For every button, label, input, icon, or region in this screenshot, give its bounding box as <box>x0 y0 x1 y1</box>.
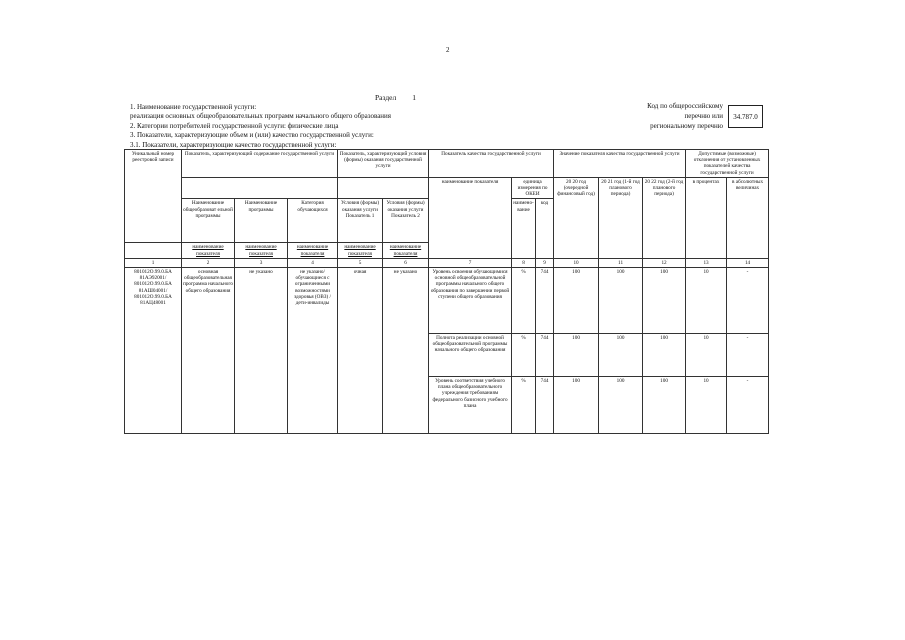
indicator-code: 744 <box>536 334 554 377</box>
record-program-name: не указано <box>235 268 288 434</box>
table-row <box>125 268 769 334</box>
indicator-year-2: 100 <box>599 334 643 377</box>
column-number-row <box>125 258 769 267</box>
header-absolute: в абсолютных величинах <box>727 177 769 258</box>
indicator-unit: % <box>512 334 536 377</box>
code-label-line-1: Код по общероссийскому <box>647 102 723 110</box>
indicator-year-3: 100 <box>643 268 686 334</box>
header-content: Показатель, характеризующий содержание государственной услуги <box>182 150 338 178</box>
col-number: 12 <box>643 258 686 267</box>
section-number: 1 <box>412 93 416 102</box>
indicator-year-1: 100 <box>554 268 599 334</box>
col-number: 4 <box>288 258 338 267</box>
col-number: 2 <box>182 258 235 267</box>
indicator-year-3: 100 <box>643 334 686 377</box>
indicator-percent: 10 <box>686 268 727 334</box>
header-sub-name-1: наименование показателя <box>182 243 235 258</box>
col-number: 6 <box>383 258 429 267</box>
indicator-unit: % <box>512 377 536 434</box>
code-label-line-2: перечню или <box>684 112 723 120</box>
col-number: 1 <box>125 258 182 267</box>
header-unit-name: наимено-вание <box>512 199 536 258</box>
header-indicator-name: наименование показателя <box>429 177 512 258</box>
indicator-code: 744 <box>536 268 554 334</box>
record-form-2: не указано <box>383 268 429 434</box>
indicator-name: Полнота реализации основной общеобразовательной программы начального общего образования <box>429 334 512 377</box>
indicator-absolute: - <box>727 334 769 377</box>
record-form-1: очная <box>338 268 383 434</box>
header-sub-name-4: наименование показателя <box>338 243 383 258</box>
record-category: не указано/ обучающиеся с ограниченными возможностями здоровья (ОВЗ) / дети-инвалиды <box>288 268 338 434</box>
header-year-1: 20 20 год (очередной финансовый год) <box>554 177 599 258</box>
header-unique-number: Уникальный номер реестровой записи <box>125 150 182 243</box>
consumer-categories: 2. Категории потребителей государственной услуги: физические лица <box>130 122 339 130</box>
header-empty-unique <box>125 243 182 258</box>
header-unit: единица измерения по ОКЕИ <box>512 177 554 199</box>
header-sub-condition-2: Условия (формы) оказания услуги Показатель 2 <box>383 199 429 243</box>
indicators-heading: 3. Показатели, характеризующие объем и (или) качество государственной услуги: <box>130 131 374 139</box>
indicator-year-1: 100 <box>554 377 599 434</box>
header-sub-name-5: наименование показателя <box>383 243 429 258</box>
indicator-unit: % <box>512 268 536 334</box>
header-value: Значение показателя качества государственной услуги <box>554 150 686 178</box>
record-codes: 801012О.99.0.БА 81АЭ92001/ 801012О.99.0.БА 81АШ04001/ 801012О.99.0.БА 81АЦ48001 <box>125 268 182 434</box>
indicator-year-3: 100 <box>643 377 686 434</box>
registry-code-label <box>616 101 723 131</box>
header-content-spacer <box>182 177 338 199</box>
header-conditions: Показатель, характеризующий условия (формы) оказания государственной услуги <box>338 150 429 178</box>
header-quality: Показатель качества государственной услуги <box>429 150 554 178</box>
header-deviation: Допустимые (возможные) отклонения от установленных показателей качества государственной услуги <box>686 150 769 178</box>
header-year-3: 20 22 год (2-й год планового периода) <box>643 177 686 258</box>
indicator-year-2: 100 <box>599 377 643 434</box>
quality-indicators-table <box>124 149 769 434</box>
header-sub-condition-1: Условия (формы) оказания услуги Показатель 1 <box>338 199 383 243</box>
section-label: Раздел <box>375 93 397 102</box>
header-sub-program-name: Наименование программы <box>235 199 288 243</box>
header-sub-name-3: наименование показателя <box>288 243 338 258</box>
indicator-code: 744 <box>536 377 554 434</box>
service-name-value: реализация основных общеобразовательных программ начального общего образования <box>130 112 392 120</box>
indicator-percent: 10 <box>686 334 727 377</box>
indicator-absolute: - <box>727 268 769 334</box>
header-sub-category: Категория обучающихся <box>288 199 338 243</box>
code-label-line-3: региональному перечню <box>650 122 723 130</box>
indicator-year-1: 100 <box>554 334 599 377</box>
col-number: 11 <box>599 258 643 267</box>
col-number: 5 <box>338 258 383 267</box>
header-conditions-spacer <box>338 177 429 199</box>
header-sub-program: Наименование общеобразоват ельной программы <box>182 199 235 243</box>
col-number: 8 <box>512 258 536 267</box>
col-number: 14 <box>727 258 769 267</box>
header-unit-code: код <box>536 199 554 258</box>
col-number: 9 <box>536 258 554 267</box>
header-sub-name-2: наименование показателя <box>235 243 288 258</box>
registry-code-box: 34.787.0 <box>728 105 763 128</box>
col-number: 10 <box>554 258 599 267</box>
header-percent: в процентах <box>686 177 727 258</box>
header-year-2: 20 21 год (1-й год планового периода) <box>599 177 643 258</box>
indicator-percent: 10 <box>686 377 727 434</box>
quality-indicators-heading: 3.1. Показатели, характеризующие качество государственной услуги: <box>130 141 337 149</box>
col-number: 3 <box>235 258 288 267</box>
service-name-label: 1. Наименование государственной услуги: <box>130 103 257 111</box>
indicator-absolute: - <box>727 377 769 434</box>
col-number: 13 <box>686 258 727 267</box>
section-heading <box>375 93 416 102</box>
indicator-year-2: 100 <box>599 268 643 334</box>
indicator-name: Уровень освоения обучающимися основной общеобразовательной программы начального общего образования по завершении первой ступени общего образования <box>429 268 512 334</box>
col-number: 7 <box>429 258 512 267</box>
page-number: 2 <box>446 46 450 54</box>
record-program: основная общеобразовательная программа начального общего образования <box>182 268 235 434</box>
indicator-name: Уровень соответствия учебного плана общеобразовательного учреждения требованиям федерального базисного учебного плана <box>429 377 512 434</box>
